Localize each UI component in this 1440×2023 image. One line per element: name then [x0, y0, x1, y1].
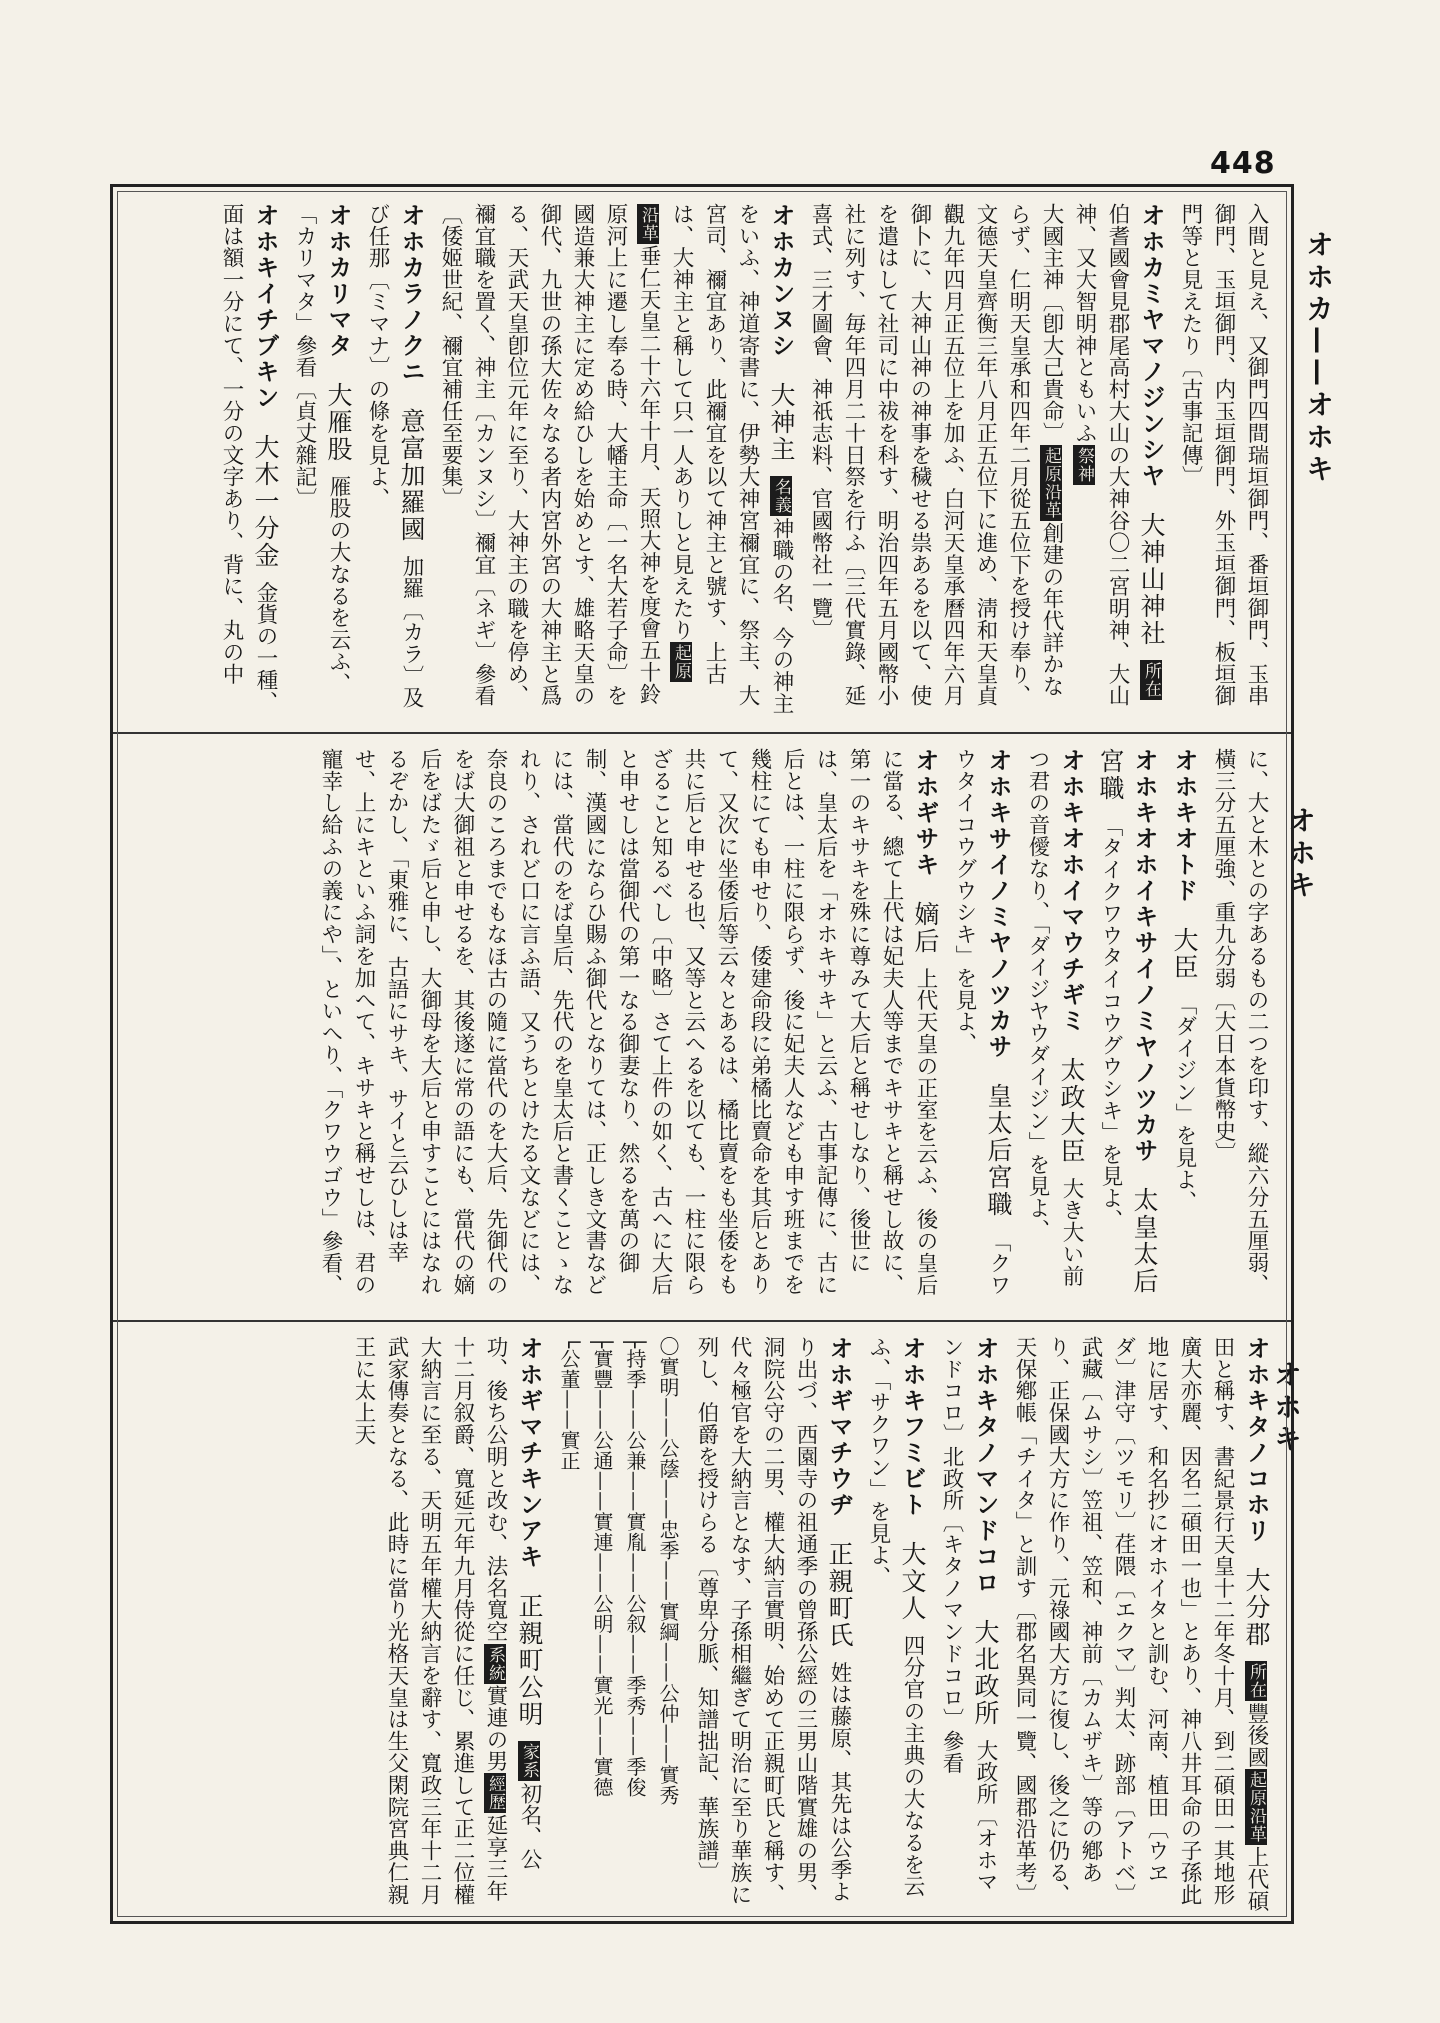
entry-text: 創建の年代詳かならず、仁明天皇承和四年二月從五位下を授け奉り、文德天皇齊衡三年八月正五位下に進め、淸和天皇貞觀九年四月正五位上を加ふ、白河天皇承曆四年六月御卜に、大神山神の神事を穢せる祟あるを以て、使を遣はして社司に中祓を科す、明治四年五月國幣小社に列す、毎年四月二十日祭を行ふ〔三代實錄、延喜式、三才圖會、神祇志料、官國幣社一覽〕: [808, 203, 1064, 707]
entry-kanji: 正親町公明: [515, 1592, 544, 1728]
dictionary-entry: [314, 748, 942, 1306]
dictionary-entry: [215, 203, 282, 718]
entry-tag: 起原沿革: [1246, 1771, 1266, 1844]
entry-headword: オホカミヤマノジンシヤ: [1137, 203, 1165, 489]
continuation-paragraph: [1174, 203, 1273, 718]
dictionary-entry: [434, 203, 798, 718]
band-top: [113, 187, 1291, 732]
entry-text: 豐後國: [1244, 1702, 1269, 1769]
entry-text: 上代天皇の正室を云ふ、後の皇后に當る、總て上代は妃夫人等までキサキと稱せし故に、第一のキサキを殊に尊みて大后と稱せしなり、後世には、皇太后を「オホキサキ」と云ふ、古事記傳に、古に后とは、一柱に限らず、後に妃夫人なども申す班までを幾柱にても申せり、倭建命段に弟橘比賣命を其后とありて、又次に坐倭后等云々とあるは、橘比賣をも坐倭をも共に后と申せる也、又等と云へるを以ても、一柱に限らざること知るべし〔中略〕さて上件の如く、古へに大后と申せしは當御代の第一なる御妻なり、然るを萬の御制、漢國にならひ賜ふ御代となりては、正しき文書などには、當代のをば皇后、先代のを皇太后と書くことゝなれり、されど口に言ふ語、又うちとけたる文などには、奈良のころまでもなほ古の隨に當代のを大后、先御代のをば大御祖と申せるを、其後遂に常の語にも、當代の嫡后をばたゞ后と申し、大御母を大后と申すことにはなれるぞかし、「東雅に、古語にサキ、サイと云ひしは幸せ、上にキといふ詞を加へて、キサキと稱せしは、君の寵幸し給ふの義にや」、といへり、「クワウゴウ」參看、: [318, 748, 938, 1296]
entry-text: 四分官の主典の大なるを云ふ、「サクワン」を見よ、: [866, 1336, 925, 1898]
entry-text: 雁股の大なるを云ふ、「カリマタ」參看〔貞丈雜記〕: [292, 203, 351, 695]
entry-kanji: 大木一分金: [251, 433, 280, 569]
entry-kanji: 大神主: [767, 381, 796, 463]
dictionary-entry: [804, 203, 1168, 718]
band-top-text: [127, 203, 1273, 718]
entry-kanji: 嫡后: [911, 900, 940, 955]
running-head-middle: オホキ: [1284, 806, 1317, 902]
entry-tag: 沿革: [638, 206, 658, 242]
entry-text: 神職の名、今の神主をいふ、神道寄書に、伊勢大神宮禰宜に、祭主、大宮司、禰宜あり、此禰宜を以て神主と號す、上古は、大神主と稱して只一人ありしと見えたり: [669, 203, 794, 715]
lineage-line: ├持季——公兼——實胤——公叙——季秀——季俊: [623, 1336, 647, 1798]
band-bottom-text: [127, 1336, 1273, 1913]
entry-kanji: 皇太后宮職: [984, 1082, 1013, 1218]
dictionary-entry: [1021, 748, 1088, 1306]
continuation-paragraph: [1207, 748, 1273, 1306]
dictionary-entry: [347, 1336, 546, 1913]
entry-text: 延享三年十二月叙爵、寬延元年九月侍從に任じ、累進して正二位權大納言に至る、天明五年權大納言を辭す、寬政三年十二月武家傳奏となる、此時に當り光格天皇は生父閑院宮典仁親王に太上天: [351, 1336, 508, 1906]
entry-tag: 系統: [485, 1645, 505, 1682]
entry-text: 大國主神〔卽大己貴命〕: [1039, 203, 1064, 444]
entry-text: 「ダイジン」を見よ、: [1172, 993, 1197, 1213]
entry-headword: オホキフミビト: [898, 1336, 926, 1518]
entry-kanji: 太政大臣: [1057, 1056, 1086, 1165]
entry-headword: オホギサキ: [911, 748, 939, 878]
entry-tag: 經歷: [485, 1775, 505, 1812]
entry-headword: オホキタノマンドコロ: [971, 1336, 999, 1596]
entry-headword: オホカリマタ: [324, 203, 352, 359]
entry-kanji: 大雁股: [324, 381, 353, 463]
band-bottom: [113, 1320, 1291, 1927]
dictionary-entry: [1167, 748, 1201, 1306]
dictionary-entry: [288, 203, 355, 718]
entry-text: 姓は藤原、其先は公季より出づ、西園寺の祖通季の曾孫公經の三男山階實雄の男、洞院公守の二男、權大納言實明、始めて正親町氏と稱す、代々極官を大納言となす、子孫相繼ぎて明治に至り華族に列し、伯爵を授けらる〔尊卑分脈、知譜拙記、華族譜〕: [694, 1336, 852, 1906]
dictionary-entry: [935, 1336, 1002, 1913]
entry-text: 上代碩田と稱す、書紀景行天皇十二年冬十月、到二碩田一其地形廣大亦麗、因名二碩田一也」とあり、神八井耳命の子孫此地に居す、和名抄にオホイタと訓む、河南、植田〔ウヱダ〕津守〔ツモリ〕荏隈〔エクマ〕判太、跡部〔アトベ〕武藏〔ムサシ〕笠祖、笠和、神前〔カムザキ〕等の鄕あり、正保國大方に作り、元祿國大方に復し、後之に仍る、天保鄕帳「チイタ」と訓す〔郡名異同一覽、國郡沿革考〕: [1012, 1336, 1269, 1912]
entry-headword: オホカラノクニ: [397, 203, 425, 385]
entry-tag: 所在: [1141, 662, 1161, 699]
entry-tag: 起原沿革: [1041, 446, 1061, 519]
entry-headword: オホキサイノミヤノツカサ: [984, 748, 1012, 1060]
lineage-line: 〇實明——公蔭——忠季——實綱——公仲——實秀: [656, 1336, 680, 1806]
entry-text: に、大と木との字あるもの二つを印す、縱六分五厘弱、橫三分五厘強、重九分弱〔大日本貨幣史〕: [1211, 748, 1269, 1296]
entry-tag: 名義: [771, 478, 791, 515]
page-frame: [110, 184, 1294, 1924]
entry-tag: 家系: [519, 1743, 539, 1780]
page-number: 448: [1210, 146, 1276, 181]
lineage-line: └公董——實正: [557, 1336, 581, 1471]
dictionary-entry: [1094, 748, 1161, 1306]
band-middle-text: [127, 748, 1273, 1306]
entry-text: 垂仁天皇二十六年十月、天照大神を度會五十鈴原河上に遷し奉る時、大幡主命〔一名大若子命〕を國造兼大神主に定め給ひしを始めとす、雄略天皇の御代、九世の孫大佐々なる者内宮外宮の大神主と爲る、天武天皇卽位元年に至り、大神主の職を停め、禰宜職を置く、神主〔カンヌシ〕禰宜〔ネギ〕參看〔倭姬世紀、禰宜補任至要集〕: [438, 203, 661, 707]
entry-text: 加羅〔カラ〕及び任那〔ミマナ〕の條を見よ、: [365, 203, 424, 709]
entry-tag: 起原: [671, 644, 691, 680]
entry-kanji: 大文人: [898, 1540, 927, 1622]
entry-kanji: 大臣: [1170, 926, 1199, 981]
entry-text: 初名、公功、後ち公明と改む、法名寬空: [483, 1336, 542, 1870]
dictionary-entry: [361, 203, 428, 718]
entry-headword: オホギマチキンアキ: [515, 1336, 543, 1570]
entry-kanji: 正親町氏: [825, 1540, 854, 1649]
entry-headword: オホキオトド: [1170, 748, 1198, 904]
entry-text: 「クワウタイコウグウシキ」を見よ、: [952, 748, 1011, 1297]
entry-headword: オホキイチブキン: [251, 203, 279, 411]
entry-headword: オホカンヌシ: [767, 203, 795, 359]
dictionary-entry: [862, 1336, 929, 1913]
entry-text: 「タイクワウタイコウグウシキ」を見よ、: [1098, 814, 1123, 1231]
entry-text: 伯耆國會見郡尾高村大山の大神谷〇二宮明神、大山神、又大智明神ともいふ: [1072, 203, 1130, 707]
entry-headword: オホキオホイキサイノミヤノツカサ: [1130, 748, 1158, 1164]
dictionary-entry: [690, 1336, 856, 1913]
entry-kanji: 意富加羅國: [397, 407, 426, 543]
lineage-line: ├實豐——公通——實連——公明——實光——實德: [590, 1336, 614, 1798]
running-head-bottom: オホキ: [1270, 1360, 1303, 1456]
entry-tag: 所在: [1246, 1663, 1266, 1700]
entry-kanji: 大神山神社: [1137, 511, 1166, 647]
entry-tag: 祭神: [1074, 446, 1094, 483]
entry-text: 大政所〔オホマンドコロ〕北政所〔キタノマンドコロ〕參看: [939, 1336, 998, 1893]
entry-kanji: 太皇太后宮職: [1096, 748, 1159, 1295]
entry-text: 入間と見え、又御門四間瑞垣御門、番垣御門、玉串御門、玉垣御門、内玉垣御門、外玉垣御門、板垣御門等と見えたり〔古事記傳〕: [1178, 203, 1269, 707]
dictionary-entry: [948, 748, 1015, 1306]
band-middle: [113, 732, 1291, 1320]
entry-text: 大き大い前つ君の音僾なり、「ダイジヤウダイジン」を見よ、: [1025, 748, 1084, 1287]
lineage-chart: [552, 1336, 684, 1913]
entry-headword: オホキオホイマウチギミ: [1057, 748, 1085, 1034]
entry-headword: オホキタノコホリ: [1242, 1336, 1270, 1544]
entry-text: 金貨の一種、面は額一分にて、一分の文字あり、背に、丸の中: [219, 203, 278, 713]
entry-kanji: 大北政所: [971, 1618, 1000, 1727]
running-head-top: オホカ——オホキ: [1302, 230, 1335, 486]
entry-text: 實連の男: [483, 1684, 508, 1773]
entry-kanji: 大分郡: [1242, 1566, 1271, 1648]
entry-headword: オホギマチウヂ: [825, 1336, 853, 1518]
dictionary-entry: [1008, 1336, 1273, 1913]
